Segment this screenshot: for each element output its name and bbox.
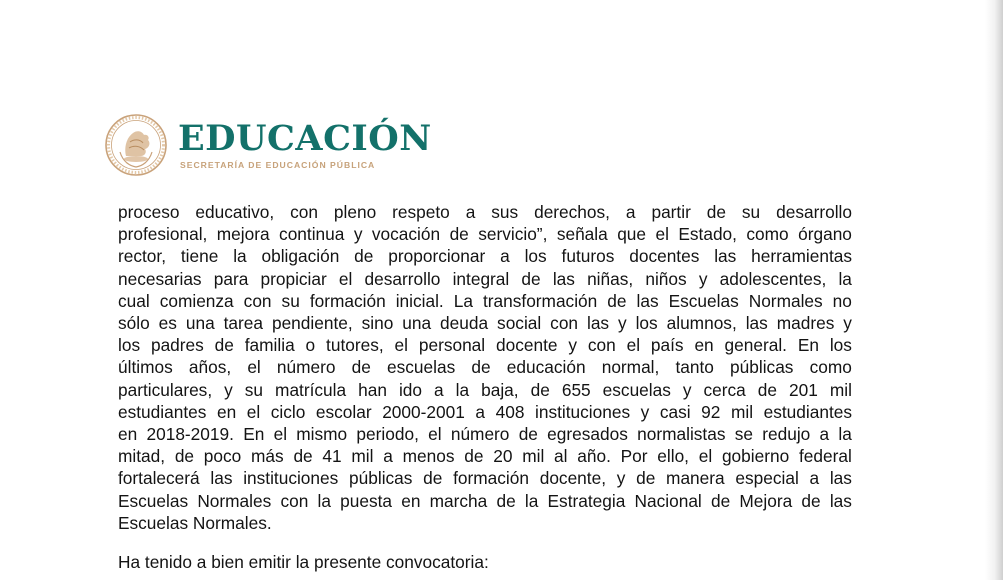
word: formación (453, 468, 529, 489)
word: las (829, 490, 852, 511)
word: de (351, 357, 371, 378)
word: las (552, 268, 575, 289)
word: cerca (703, 379, 746, 400)
word: Normales (197, 490, 272, 511)
word: las (829, 468, 852, 489)
word: no (832, 290, 852, 311)
word: tutores, (326, 335, 384, 356)
word: y (353, 224, 363, 245)
word: su (281, 290, 300, 311)
word: los (635, 313, 658, 334)
word: periodo, (356, 424, 419, 445)
word: la (233, 246, 247, 267)
word: madres (776, 313, 835, 334)
word: las (714, 246, 737, 267)
word: matrícula (275, 379, 347, 400)
word: proporcionar (388, 246, 486, 267)
word: propiciar (260, 268, 327, 289)
word: transformación (482, 290, 598, 311)
word: de (521, 268, 541, 289)
word: número (450, 424, 510, 445)
word: en (216, 401, 237, 422)
word: tiene (180, 246, 219, 267)
word: el (246, 401, 261, 422)
word: padres (150, 335, 204, 356)
word: a (819, 424, 830, 445)
word: tanto (675, 357, 714, 378)
national-seal-icon (104, 112, 168, 178)
word: mismo (296, 424, 348, 445)
word: herramientas (751, 246, 852, 267)
word: el (273, 424, 288, 445)
paragraph-line (118, 467, 852, 489)
word: como (809, 357, 852, 378)
word: desarrollo (364, 268, 441, 289)
word: puesta (340, 490, 393, 511)
word: estudiantes (118, 401, 207, 422)
word: educación (506, 357, 586, 378)
word: a (475, 401, 486, 422)
word: obligación (261, 246, 340, 267)
paragraph-line (118, 245, 852, 267)
word: respeto (392, 202, 450, 222)
word: en (118, 424, 138, 445)
word: 655 (561, 379, 591, 400)
word: se (734, 424, 753, 445)
body-paragraph (118, 201, 852, 534)
word: escuelas (387, 357, 456, 378)
word: mil (522, 446, 545, 467)
word: deuda (440, 313, 489, 334)
word: año. (577, 446, 611, 467)
word: alumnos, (666, 313, 737, 334)
word: el (428, 424, 442, 445)
word: Mejora (739, 490, 793, 511)
word: poco (203, 446, 242, 467)
word: país (650, 335, 684, 356)
word: de (710, 490, 731, 511)
word: de (607, 290, 627, 311)
word: baja, (481, 379, 519, 400)
paragraph-line (118, 356, 852, 378)
word: señala (556, 224, 608, 245)
word: de (518, 424, 538, 445)
word: mil (351, 446, 374, 467)
word: el (698, 446, 713, 467)
word: 41 (322, 446, 342, 467)
word: mejora (216, 224, 270, 245)
word: a (465, 202, 476, 222)
word: familia (244, 335, 295, 356)
word: con (290, 202, 318, 222)
word: o (305, 335, 316, 356)
word: En (243, 424, 265, 445)
word: 2000-2001 (382, 401, 465, 422)
word: años, (188, 357, 232, 378)
word: particulares, (118, 379, 213, 400)
word: ello, (657, 446, 689, 467)
word: públicas (349, 468, 413, 489)
paragraph-line (118, 290, 852, 312)
word: y (640, 401, 650, 422)
word: general. (724, 335, 787, 356)
paragraph-last-line: Escuelas Normales. (118, 512, 272, 533)
brand-subtitle: SECRETARÍA DE EDUCACIÓN PÚBLICA (180, 159, 376, 170)
word: gobierno (721, 446, 790, 467)
word: Estado, (678, 224, 737, 245)
word: su (244, 379, 264, 400)
word: docente, (539, 468, 607, 489)
word: 2018-2019. (146, 424, 234, 445)
word: mil (730, 401, 754, 422)
word: personal (418, 335, 486, 356)
paragraph-line (118, 401, 852, 423)
word: mil (829, 379, 852, 400)
word: desarrollo (776, 202, 852, 222)
word: especial (735, 468, 799, 489)
word: Escuelas (668, 290, 739, 311)
word: social (497, 313, 542, 334)
word: en (694, 335, 714, 356)
word: En (797, 335, 819, 356)
word: la (455, 379, 470, 400)
word: una (402, 313, 432, 334)
word: y (618, 313, 627, 334)
word: de (423, 468, 443, 489)
word: los (524, 246, 547, 267)
word: los (118, 335, 141, 356)
word: y (616, 468, 626, 489)
word: Nacional (634, 490, 702, 511)
word: pleno (333, 202, 377, 222)
word: vocación (371, 224, 441, 245)
word: el (394, 335, 408, 356)
word: derechos, (534, 202, 610, 222)
paragraph-line (118, 490, 852, 512)
word: de (464, 446, 484, 467)
word: a (434, 379, 444, 400)
paragraph-line (118, 379, 852, 401)
word: de (293, 446, 313, 467)
word: profesional, (118, 224, 208, 245)
word: 92 (701, 401, 721, 422)
word: a (809, 468, 820, 489)
word: ciclo (270, 401, 306, 422)
word: han (358, 379, 387, 400)
word: egresados (547, 424, 628, 445)
word: docente (496, 335, 558, 356)
word: su (741, 202, 761, 222)
word: escolar (315, 401, 372, 422)
word: de (530, 379, 550, 400)
word: más (251, 446, 284, 467)
word: instituciones (243, 468, 339, 489)
word: Por (620, 446, 648, 467)
word: de (801, 490, 821, 511)
word: futuros (561, 246, 615, 267)
word: de (174, 446, 195, 467)
word: de (757, 379, 778, 400)
word: mitad, (118, 446, 166, 467)
word: una (185, 313, 215, 334)
paragraph-line (118, 423, 852, 445)
word: para (213, 268, 249, 289)
word: y (682, 379, 692, 400)
word: La (453, 290, 473, 311)
paragraph-line (118, 445, 852, 467)
word: últimos (118, 357, 173, 378)
word: normalistas (637, 424, 726, 445)
word: comienza (159, 290, 234, 311)
word: las (745, 313, 768, 334)
word: y (843, 313, 852, 334)
word: escuelas (602, 379, 671, 400)
word: de (214, 335, 234, 356)
word: fortalecerá (118, 468, 200, 489)
word: sólo (118, 313, 150, 334)
closing-sentence: Ha tenido a bien emitir la presente convocatoria: (118, 552, 489, 572)
word: a (383, 446, 393, 467)
word: tarea (223, 313, 264, 334)
brand-block (178, 117, 432, 170)
word: a (500, 246, 510, 267)
word: federal (798, 446, 852, 467)
word: de (354, 246, 374, 267)
word: docentes (629, 246, 700, 267)
word: Estrategia (547, 490, 626, 511)
word: ido (398, 379, 423, 400)
word: las (586, 313, 610, 334)
word: en (401, 490, 421, 511)
word: estudiantes (763, 401, 852, 422)
word: rector, (118, 246, 167, 267)
word: proceso (118, 202, 180, 222)
word: de (636, 468, 656, 489)
word: redujo (762, 424, 811, 445)
word: las (636, 290, 659, 311)
word: a (625, 202, 636, 222)
word: el (247, 357, 261, 378)
word: partir (651, 202, 691, 222)
word: menos (402, 446, 455, 467)
word: normal, (601, 357, 660, 378)
word: servicio”, (478, 224, 548, 245)
word: con (550, 313, 579, 334)
word: con (243, 290, 272, 311)
word: inicial. (395, 290, 444, 311)
word: como (746, 224, 789, 245)
paragraph-line (118, 201, 852, 223)
word: 408 (495, 401, 525, 422)
word: que (617, 224, 647, 245)
word: pendiente, (271, 313, 353, 334)
word: el (626, 335, 641, 356)
word: niñas, (587, 268, 634, 289)
word: sus (491, 202, 519, 222)
paragraph-line (118, 223, 852, 245)
word: y (224, 379, 233, 400)
word: manera (666, 468, 725, 489)
word: la (317, 490, 331, 511)
scan-edge-shadow (985, 0, 1003, 580)
word: con (587, 335, 616, 356)
word: los (829, 335, 852, 356)
word: es (158, 313, 177, 334)
word: cual (118, 290, 150, 311)
word: al (554, 446, 568, 467)
word: formación (309, 290, 386, 311)
word: con (280, 490, 309, 511)
word: de (449, 224, 469, 245)
word: el (655, 224, 669, 245)
word: de (471, 357, 491, 378)
letterhead (104, 108, 432, 182)
word: 20 (493, 446, 513, 467)
word: el (338, 268, 353, 289)
word: número (276, 357, 336, 378)
paragraph-line (118, 312, 852, 334)
word: instituciones (535, 401, 631, 422)
word: órgano (798, 224, 852, 245)
word: la (838, 424, 852, 445)
word: Normales (748, 290, 823, 311)
word: continua (279, 224, 345, 245)
word: Escuelas (118, 490, 189, 511)
word: casi (659, 401, 691, 422)
word: de (706, 202, 726, 222)
word: niños (645, 268, 687, 289)
word: de (496, 490, 516, 511)
word: 201 (789, 379, 818, 400)
word: públicas (730, 357, 794, 378)
word: marcha (429, 490, 488, 511)
word: la (524, 490, 539, 511)
paragraph-line (118, 334, 852, 356)
word: integral (452, 268, 510, 289)
word: adolescentes, (719, 268, 827, 289)
word: sino (361, 313, 394, 334)
word: necesarias (118, 268, 202, 289)
word: la (838, 268, 852, 289)
word: y (698, 268, 708, 289)
paragraph-line (118, 268, 852, 290)
word: las (210, 468, 233, 489)
brand-title: EDUCACIÓN (178, 117, 432, 159)
word: educativo, (195, 202, 275, 222)
word: y (568, 335, 577, 356)
